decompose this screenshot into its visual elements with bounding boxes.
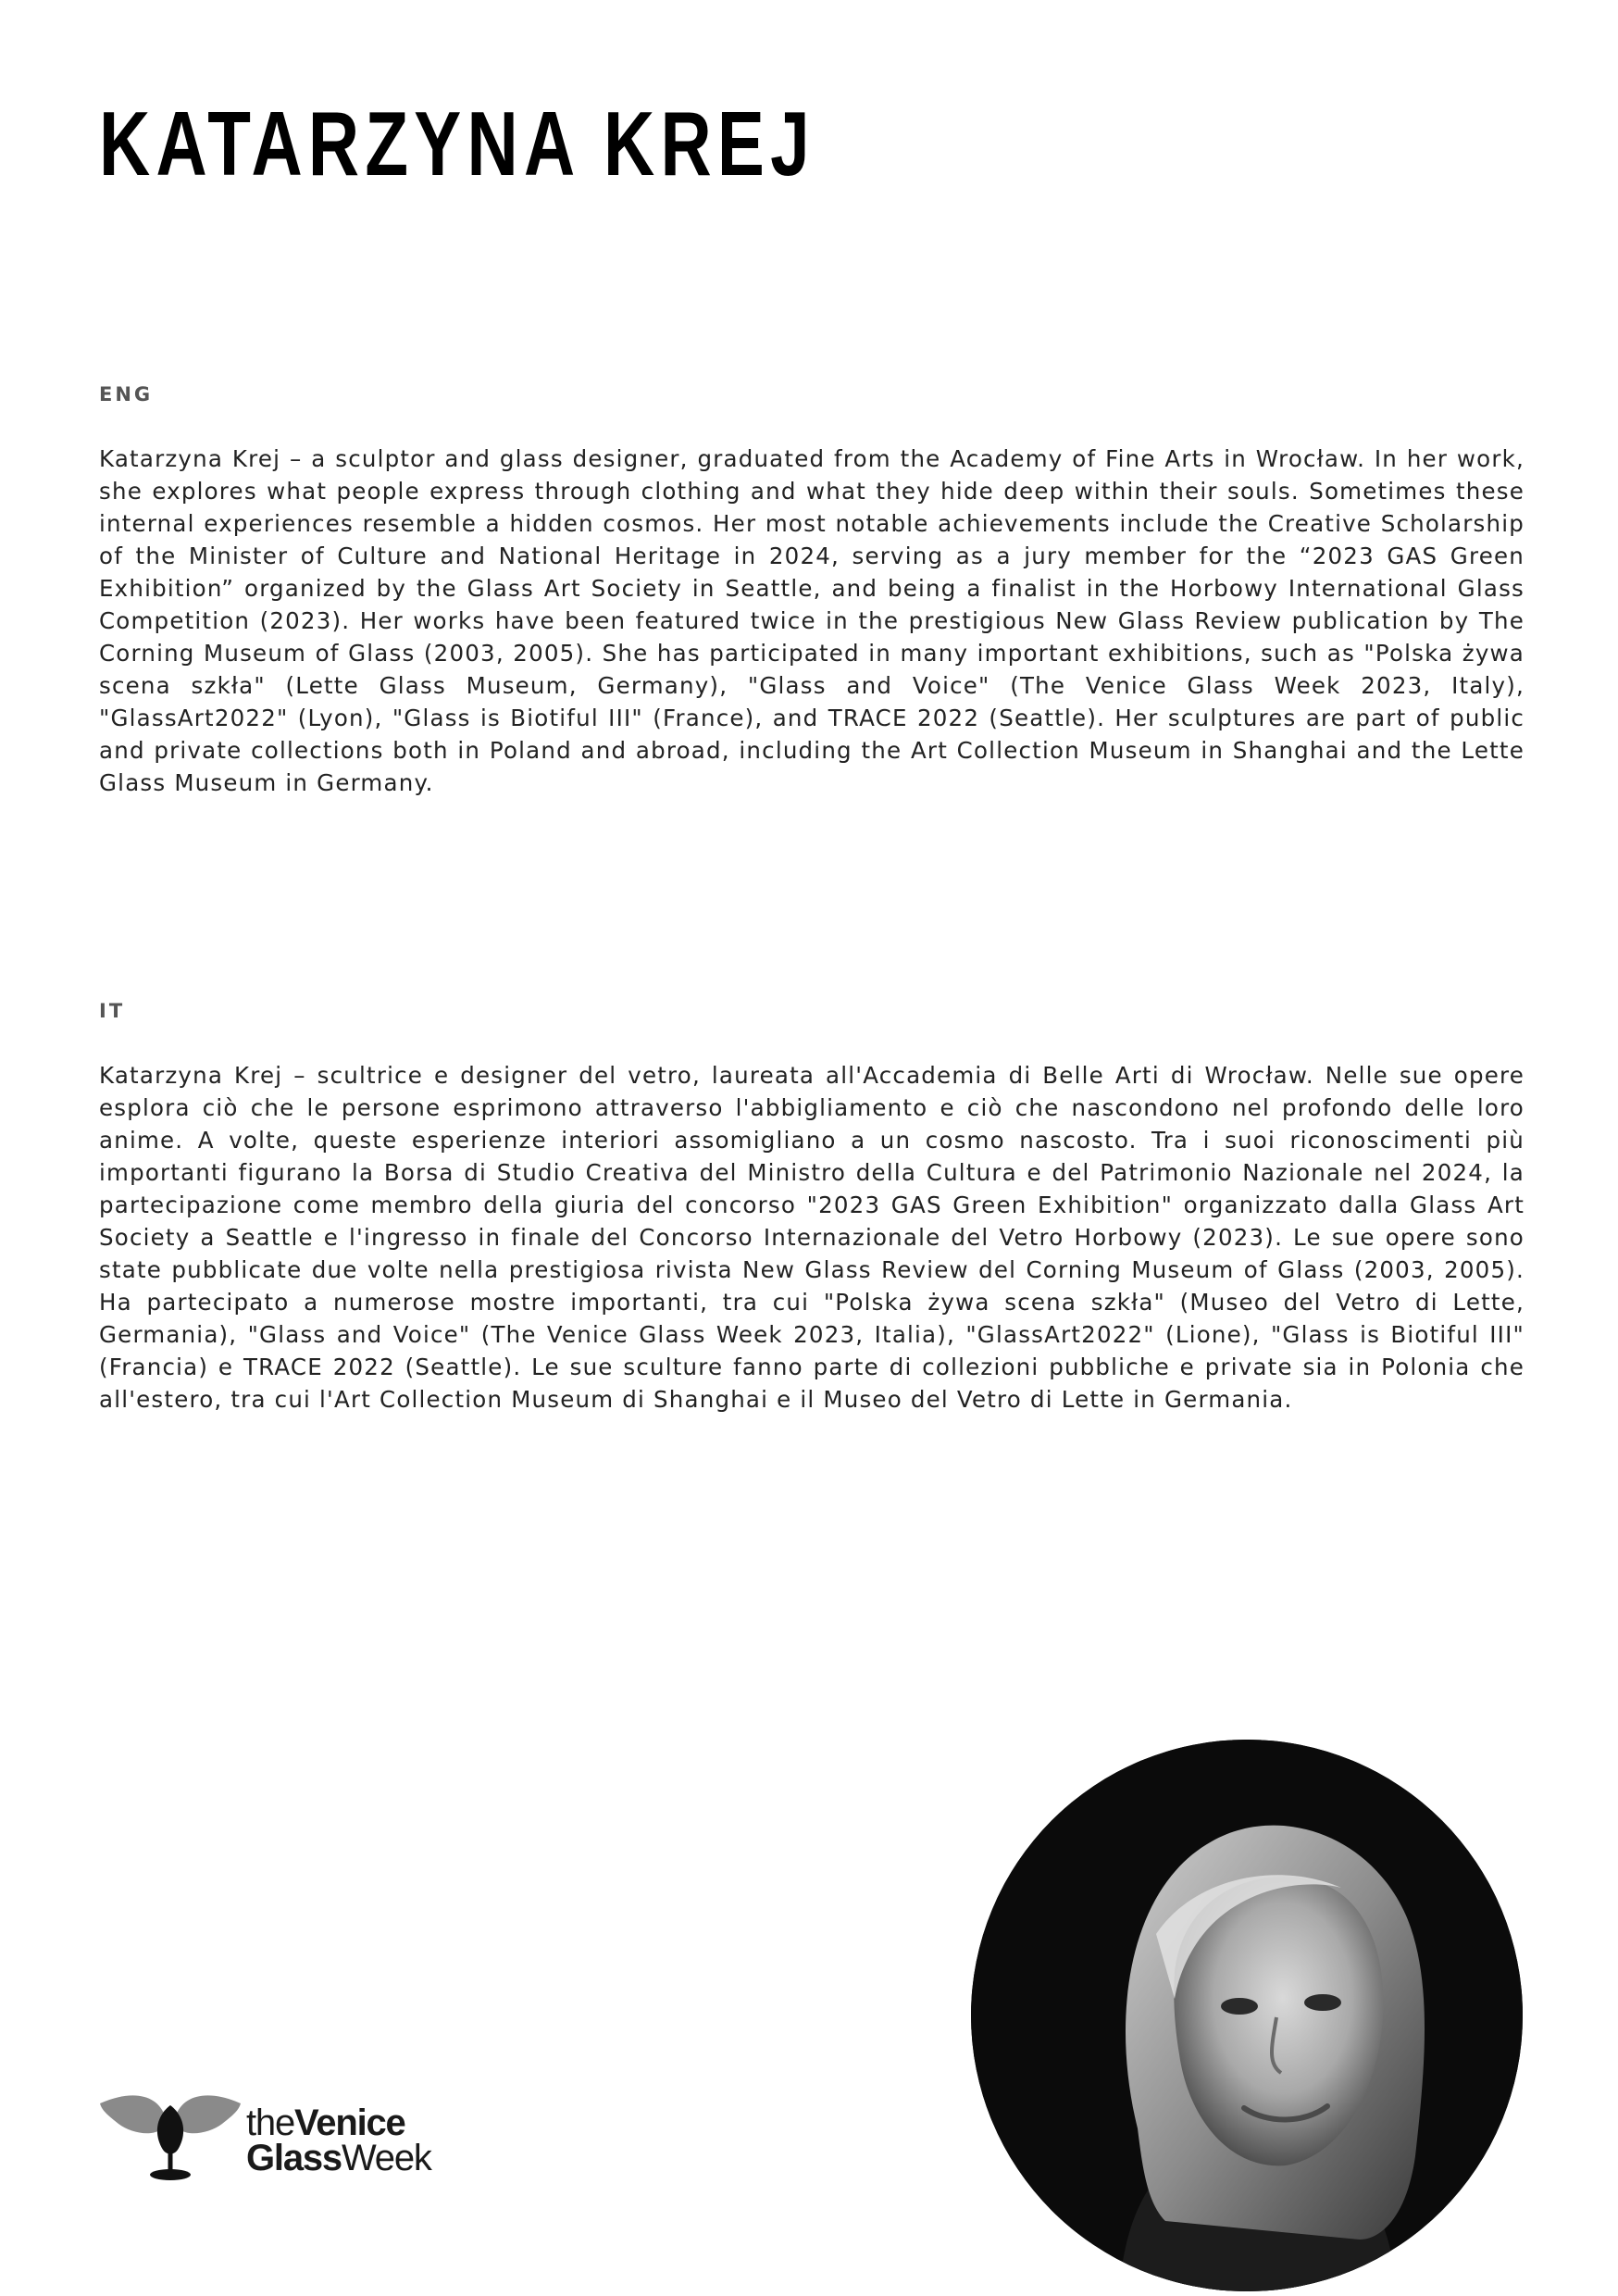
portrait-photo	[971, 1740, 1523, 2291]
logo-text	[246, 2105, 431, 2176]
bio-text-eng: Katarzyna Krej – a sculptor and glass designer, graduated from the Academy of Fine Arts in Wrocław. In her work, she explores what people express through clothing and what they hide deep within their souls. Sometimes these internal experiences resemble a hidden cosmos. Her most notable achievements include the Creative Scholarship of the Minister of Culture and National Heritage in 2024, serving as a jury member for the “2023 GAS Green Exhibition” organized by the Glass Art Society in Seattle, and being a finalist in the Horbowy International Glass Competition (2023). Her works have been featured twice in the prestigious New Glass Review publication by The Corning Museum of Glass (2003, 2005). She has participated in many important exhibitions, such as "Polska żywa scena szkła" (Lette Glass Museum, Germany), "Glass and Voice" (The Venice Glass Week 2023, Italy), "GlassArt2022" (Lyon), "Glass is Biotiful III" (France), and TRACE 2022 (Seattle). Her sculptures are part of public and private collections both in Poland and abroad, including the Art Collection Museum in Shanghai and the Lette Glass Museum in Germany.	[99, 445, 1525, 796]
page-title: KATARZYNA KREJ	[99, 93, 815, 194]
glass-butterfly-icon	[96, 2087, 244, 2189]
bio-text-it: Katarzyna Krej – scultrice e designer del vetro, laureata all'Accademia di Belle Arti di Wrocław. Nelle sue opere esplora ciò che le persone esprimono attraverso l'abbigliamento e ciò che nascondono nel profondo delle loro anime. A volte, queste esperienze interiori assomigliano a un cosmo nascosto. Tra i suoi riconoscimenti più importanti figurano la Borsa di Studio Creativa del Ministro della Cultura e del Patrimonio Nazionale nel 2024, la partecipazione come membro della giuria del concorso "2023 GAS Green Exhibition" organizzato dalla Glass Art Society a Seattle e l'ingresso in finale del Concorso Internazionale del Vetro Horbowy (2023). Le sue opere sono state pubblicate due volte nella prestigiosa rivista New Glass Review del Corning Museum of Glass (2003, 2005). Ha partecipato a numerose mostre importanti, tra cui "Polska żywa scena szkła" (Museo del Vetro di Lette, Germania), "Glass and Voice" (The Venice Glass Week 2023, Italia), "GlassArt2022" (Lione), "Glass is Biotiful III" (Francia) e TRACE 2022 (Seattle). Le sue sculture fanno parte di collezioni pubbliche e private sia in Polonia che all'estero, tra cui l'Art Collection Museum di Shanghai e il Museo del Vetro di Lette in Germania.	[99, 1062, 1525, 1413]
section-label-it: IT	[99, 1000, 126, 1022]
section-label-eng: ENG	[99, 383, 154, 406]
portrait-photo-icon	[971, 1740, 1523, 2291]
logo-word-glass: Glass	[246, 2138, 342, 2178]
logo-word-week: Week	[341, 2138, 431, 2178]
logo-word-the: the	[246, 2103, 295, 2143]
venice-glass-week-logo	[96, 2087, 485, 2189]
logo-word-venice: Venice	[294, 2103, 405, 2143]
